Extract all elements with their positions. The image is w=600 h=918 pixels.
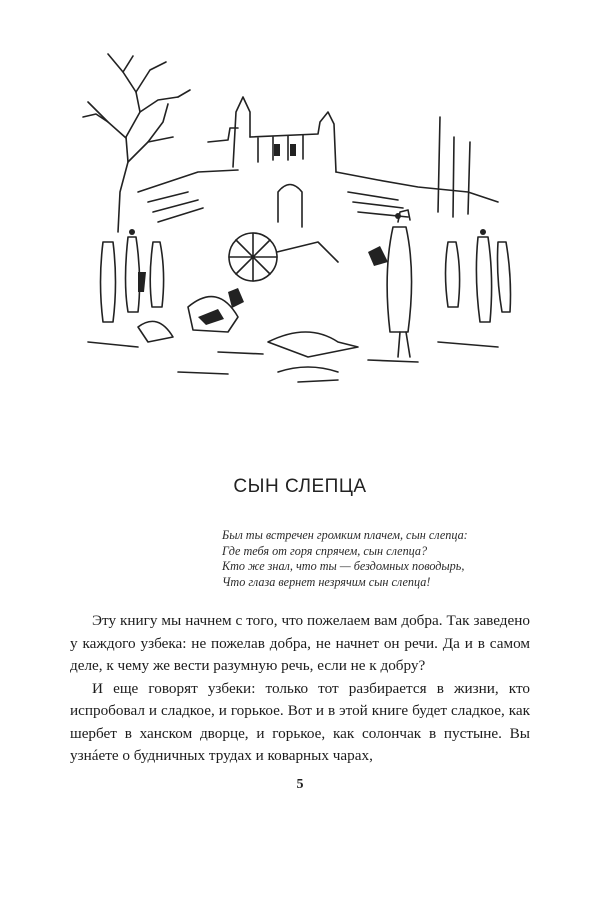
ink-illustration — [78, 42, 530, 392]
chapter-title: СЫН СЛЕПЦА — [233, 476, 367, 497]
epigraph — [222, 528, 542, 590]
city-gate-sketch — [78, 42, 530, 392]
epigraph-line: Где тебя от горя спрячем, сын слепца? — [222, 543, 428, 558]
epigraph-line: Что глаза вернет незрячим сын слепца! — [222, 574, 431, 589]
epigraph-line: Кто же знал, что ты — бездомных поводырь, — [222, 559, 465, 573]
paragraph: Эту книгу мы начнем с того, что пожелаем вам добра. Так заведено у каждого узбека: не пожелав добра, не начнет он речи. Да и в самом деле, к чему же вести разумную речь, если не к добру? — [70, 612, 530, 674]
epigraph-line: Был ты встречен громким плачем, сын слепца: — [222, 528, 468, 542]
page-number: 5 — [296, 777, 304, 792]
paragraph: И еще говорят узбеки: только тот разбирается в жизни, кто испробовал и сладкое, и горькое. Вот и в этой книге будет сладкое, как шербет в ханском дворце, и горькое, как солончак в пустыне. Вы узнáете о будничных трудах и коварных чарах, — [70, 679, 530, 764]
body-text — [70, 610, 530, 768]
